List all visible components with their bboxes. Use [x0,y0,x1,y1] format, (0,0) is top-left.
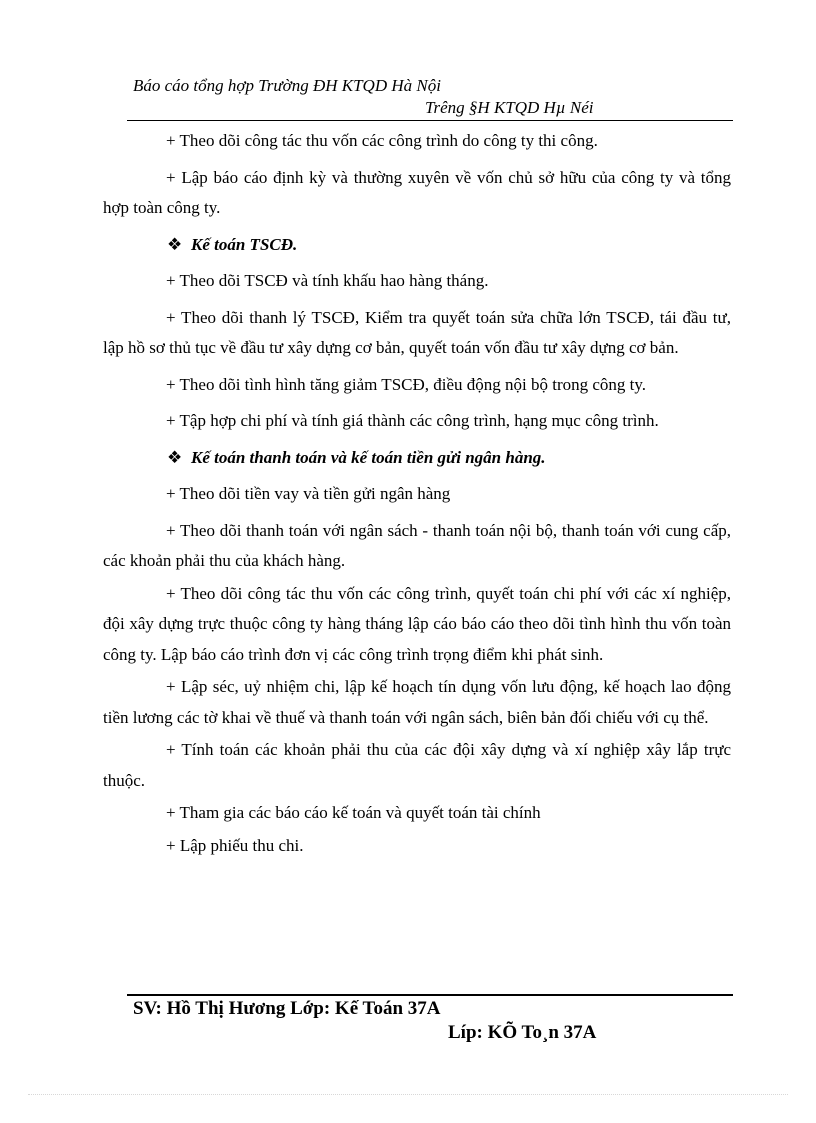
paragraph: + Tính toán các khoản phải thu của các đội xây dựng và xí nghiệp xây lắp trực thuộc. [103,740,731,790]
paragraph: + Lập phiếu thu chi. [166,835,304,855]
section-heading [103,230,731,261]
section-heading [103,443,731,474]
section-heading-text: Kế toán thanh toán và kế toán tiền gửi ngân hàng. [191,447,546,467]
header-rule [127,120,733,121]
footer-rule [127,994,733,996]
paragraph: + Tập hợp chi phí và tính giá thành các công trình, hạng mục công trình. [166,411,659,430]
document-body [103,126,731,863]
diamond-bullet-icon: ❖ [167,234,183,254]
footer-student: SV: Hồ Thị Hương Lớp: Kế Toán 37A [133,998,441,1019]
paragraph: + Theo dõi tình hình tăng giảm TSCĐ, điều động nội bộ trong công ty. [166,374,647,394]
paragraph: + Theo dõi tiền vay và tiền gửi ngân hàng [166,484,451,503]
paragraph: + Tham gia các báo cáo kế toán và quyết toán tài chính [166,803,541,822]
page-header [133,76,733,126]
header-subtitle: Trêng §H KTQD Hµ Néi [425,98,594,117]
paragraph: + Theo dõi TSCĐ và tính khấu hao hàng tháng. [166,271,489,290]
paragraph: + Lập báo cáo định kỳ và thường xuyên về vốn chủ sở hữu của công ty và tổng hợp toàn công ty. [103,167,731,217]
section-heading-text: Kế toán TSCĐ. [191,234,298,254]
paragraph: + Theo dõi công tác thu vốn các công trình do công ty thi công. [166,131,598,150]
page-footer [133,998,733,1050]
paragraph: + Theo dõi thanh toán với ngân sách - thanh toán nội bộ, thanh toán với cung cấp, các khoản phải thu của khách hàng. [103,520,731,570]
paragraph: + Theo dõi công tác thu vốn các công trình, quyết toán chi phí với các xí nghiệp, đội xây dựng trực thuộc công ty hàng tháng lập cáo báo cáo theo dõi tình hình thu vốn toàn công ty. Lập báo cáo trình đơn vị các công trình trọng điểm khi phát sinh. [103,583,731,664]
footer-class: Líp: KÕ To¸n 37A [448,1022,597,1043]
page-edge-divider [28,1094,788,1095]
paragraph: + Theo dõi thanh lý TSCĐ, Kiểm tra quyết toán sửa chữa lớn TSCĐ, tái đầu tư, lập hồ sơ thủ tục về đầu tư xây dựng cơ bản, quyết toán vốn đầu tư xây dựng cơ bản. [103,307,731,357]
header-title: Báo cáo tổng hợp Trường ĐH KTQD Hà Nội [133,76,441,95]
diamond-bullet-icon: ❖ [167,447,183,467]
paragraph: + Lập séc, uỷ nhiệm chi, lập kế hoạch tín dụng vốn lưu động, kế hoạch lao động tiền lương các tờ khai về thuế và thanh toán với ngân sách, biên bản đối chiếu với cụ thể. [103,677,731,727]
